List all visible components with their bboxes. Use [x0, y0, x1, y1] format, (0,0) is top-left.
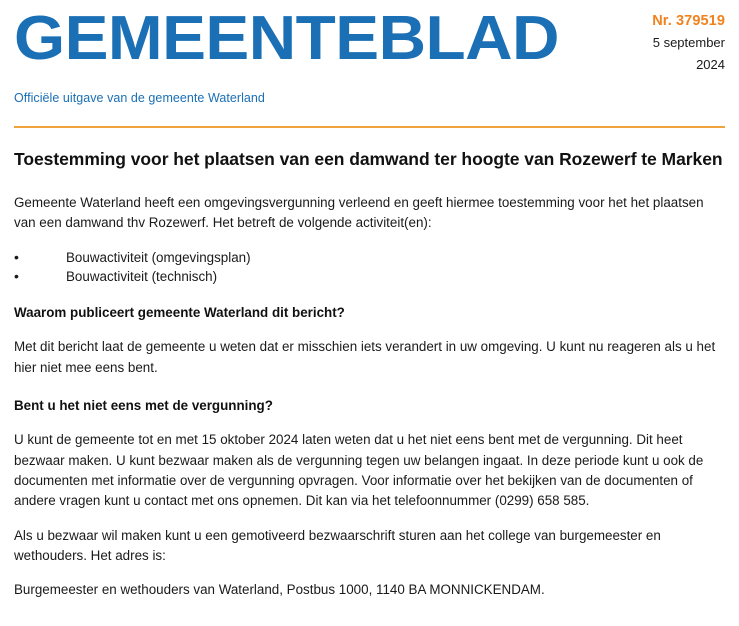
section-heading-bezwaar: Bent u het niet eens met de vergunning? — [14, 398, 273, 414]
masthead-subtitle: Officiële uitgave van de gemeente Waterland — [14, 91, 265, 105]
activity-list — [14, 248, 725, 288]
masthead — [14, 0, 725, 113]
issue-number: Nr. 379519 — [652, 13, 725, 29]
publication-date-year: 2024 — [696, 57, 725, 73]
page-title: Toestemming voor het plaatsen van een damwand ter hoogte van Rozewerf te Marken — [14, 149, 723, 169]
publication-date-day-month: 5 september — [652, 34, 725, 50]
masthead-divider — [14, 126, 725, 128]
section-heading-waarom: Waarom publiceert gemeente Waterland dit bericht? — [14, 305, 345, 321]
paragraph-waarom: Met dit bericht laat de gemeente u weten dat er misschien iets verandert in uw omgeving. U kunt nu reageren als u het hier niet mee eens bent. — [14, 339, 716, 375]
masthead-row — [14, 0, 725, 77]
postal-address: Burgemeester en wethouders van Waterland, Postbus 1000, 1140 BA MONNICKENDAM. — [14, 582, 545, 598]
intro-paragraph: Gemeente Waterland heeft een omgevingsvergunning verleend en geeft hiermee toestemming voor het het plaatsen van een damwand thv Rozewerf. Het betreft de volgende activiteit(en): — [14, 194, 704, 231]
article-content — [14, 113, 725, 601]
list-item: • Bouwactiviteit (omgevingsplan) — [14, 248, 725, 268]
paragraph-adres-intro: Als u bezwaar wil maken kunt u een gemotiveerd bezwaarschrift sturen aan het college van burgemeester en wethouders. Het adres is: — [14, 527, 661, 564]
list-item: • Bouwactiviteit (technisch) — [14, 267, 725, 287]
gemeenteblad-wordmark: GEMEENTEBLAD — [14, 4, 559, 73]
paragraph-bezwaar: U kunt de gemeente tot en met 15 oktober 2024 laten weten dat u het niet eens bent met de vergunning. Dit heet bezwaar maken. U kunt bezwaar maken als de vergunning tegen uw belangen ingaat. In deze periode kunt u ook de documenten met informatie over de vergunning opvragen. Voor informatie over het bekijken van de documenten of andere vragen kunt u contact met ons opnemen. Dit kan via het telefoonnummer (0299) 658 585. — [14, 432, 704, 509]
issue-info — [597, 12, 725, 77]
